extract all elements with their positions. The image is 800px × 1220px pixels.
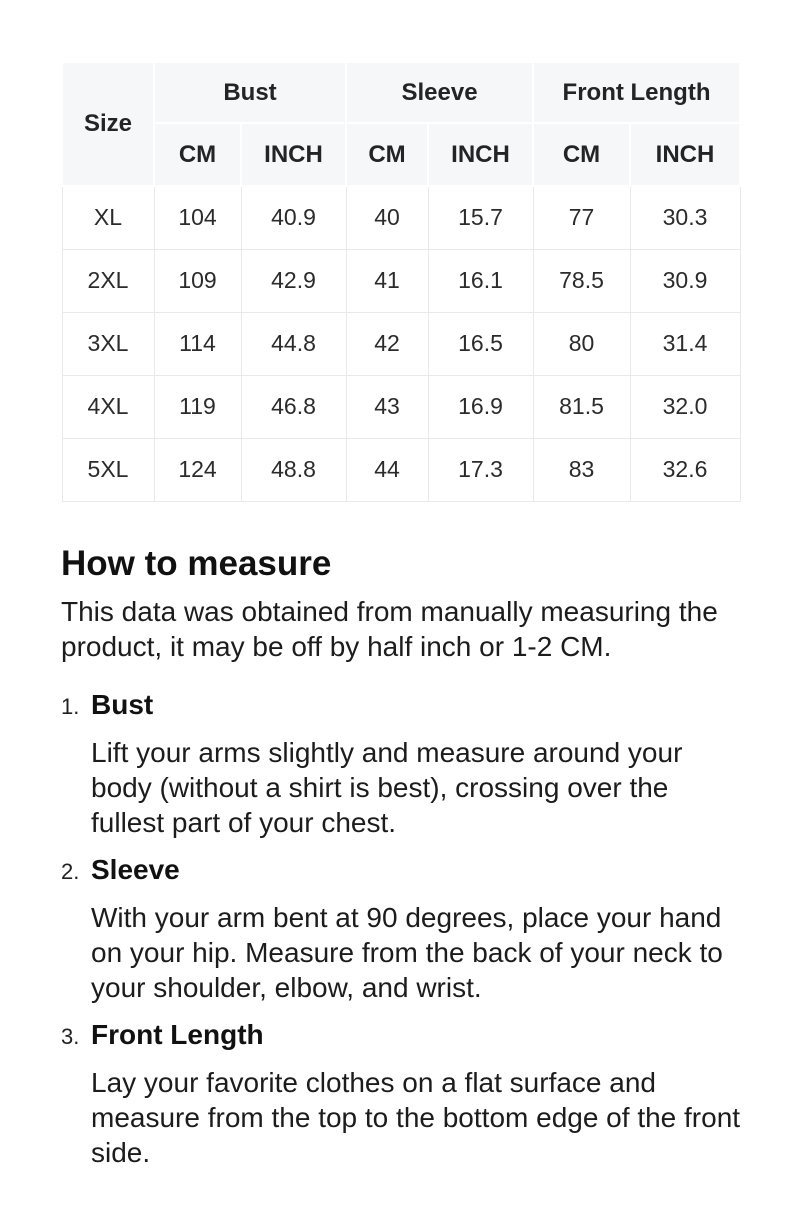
- table-row-3xl: [62, 312, 740, 375]
- value-cell-sleeve-cm: 44: [346, 438, 428, 501]
- value-cell-bust-inch: 44.8: [241, 312, 346, 375]
- step-item-sleeve: [61, 853, 745, 1005]
- value-cell-front-cm: 80: [533, 312, 630, 375]
- column-group-front-length: Front Length: [533, 62, 740, 123]
- step-number: 1.: [61, 693, 80, 719]
- value-cell-bust-cm: 104: [154, 186, 241, 249]
- step-term: Sleeve: [91, 853, 180, 885]
- value-cell-front-inch: 32.0: [630, 375, 740, 438]
- value-cell-sleeve-cm: 42: [346, 312, 428, 375]
- unit-header-front-inch: INCH: [630, 123, 740, 186]
- size-cell: XL: [62, 186, 154, 249]
- step-heading: [61, 853, 745, 887]
- step-heading: [61, 1018, 745, 1052]
- value-cell-front-cm: 83: [533, 438, 630, 501]
- table-row-4xl: [62, 375, 740, 438]
- value-cell-bust-cm: 119: [154, 375, 241, 438]
- step-description: Lay your favorite clothes on a flat surface and measure from the top to the bottom edge of the front side.: [91, 1066, 741, 1168]
- unit-header-sleeve-inch: INCH: [428, 123, 533, 186]
- table-row-2xl: [62, 249, 740, 312]
- step-description: Lift your arms slightly and measure around your body (without a shirt is best), crossing over the fullest part of your chest.: [91, 736, 683, 838]
- value-cell-bust-cm: 114: [154, 312, 241, 375]
- unit-header-sleeve-cm: CM: [346, 123, 428, 186]
- value-cell-sleeve-inch: 16.5: [428, 312, 533, 375]
- size-cell: 5XL: [62, 438, 154, 501]
- unit-header-bust-inch: INCH: [241, 123, 346, 186]
- value-cell-front-inch: 30.3: [630, 186, 740, 249]
- table-row-5xl: [62, 438, 740, 501]
- step-heading: [61, 688, 745, 722]
- value-cell-sleeve-cm: 40: [346, 186, 428, 249]
- how-to-measure-heading: How to measure: [61, 543, 332, 583]
- unit-header-bust-cm: CM: [154, 123, 241, 186]
- value-cell-front-inch: 31.4: [630, 312, 740, 375]
- step-number: 2.: [61, 858, 80, 884]
- value-cell-bust-inch: 46.8: [241, 375, 346, 438]
- table-unit-header-row: [62, 123, 740, 186]
- column-group-bust: Bust: [154, 62, 346, 123]
- value-cell-sleeve-inch: 16.9: [428, 375, 533, 438]
- size-chart-table: [61, 61, 741, 502]
- size-cell: 4XL: [62, 375, 154, 438]
- unit-header-front-cm: CM: [533, 123, 630, 186]
- value-cell-front-inch: 32.6: [630, 438, 740, 501]
- value-cell-bust-inch: 48.8: [241, 438, 346, 501]
- value-cell-bust-cm: 109: [154, 249, 241, 312]
- column-group-sleeve: Sleeve: [346, 62, 533, 123]
- table-row-xl: [62, 186, 740, 249]
- step-term: Bust: [91, 688, 154, 720]
- step-number: 3.: [61, 1023, 80, 1049]
- step-term: Front Length: [91, 1018, 264, 1050]
- value-cell-front-cm: 78.5: [533, 249, 630, 312]
- intro-text: This data was obtained from manually measuring the product, it may be off by half inch or 1-2 CM.: [61, 595, 718, 662]
- table-group-header-row: [62, 62, 740, 123]
- value-cell-front-cm: 81.5: [533, 375, 630, 438]
- value-cell-sleeve-inch: 16.1: [428, 249, 533, 312]
- measure-steps-list: [61, 688, 745, 1170]
- value-cell-bust-inch: 40.9: [241, 186, 346, 249]
- step-description: With your arm bent at 90 degrees, place your hand on your hip. Measure from the back of your neck to your shoulder, elbow, and wrist.: [91, 901, 723, 1003]
- value-cell-sleeve-inch: 15.7: [428, 186, 533, 249]
- value-cell-sleeve-cm: 43: [346, 375, 428, 438]
- value-cell-front-cm: 77: [533, 186, 630, 249]
- size-cell: 3XL: [62, 312, 154, 375]
- column-header-size: Size: [62, 62, 154, 186]
- value-cell-bust-cm: 124: [154, 438, 241, 501]
- step-item-front-length: [61, 1018, 745, 1170]
- size-cell: 2XL: [62, 249, 154, 312]
- value-cell-front-inch: 30.9: [630, 249, 740, 312]
- value-cell-bust-inch: 42.9: [241, 249, 346, 312]
- value-cell-sleeve-inch: 17.3: [428, 438, 533, 501]
- step-item-bust: [61, 688, 745, 840]
- value-cell-sleeve-cm: 41: [346, 249, 428, 312]
